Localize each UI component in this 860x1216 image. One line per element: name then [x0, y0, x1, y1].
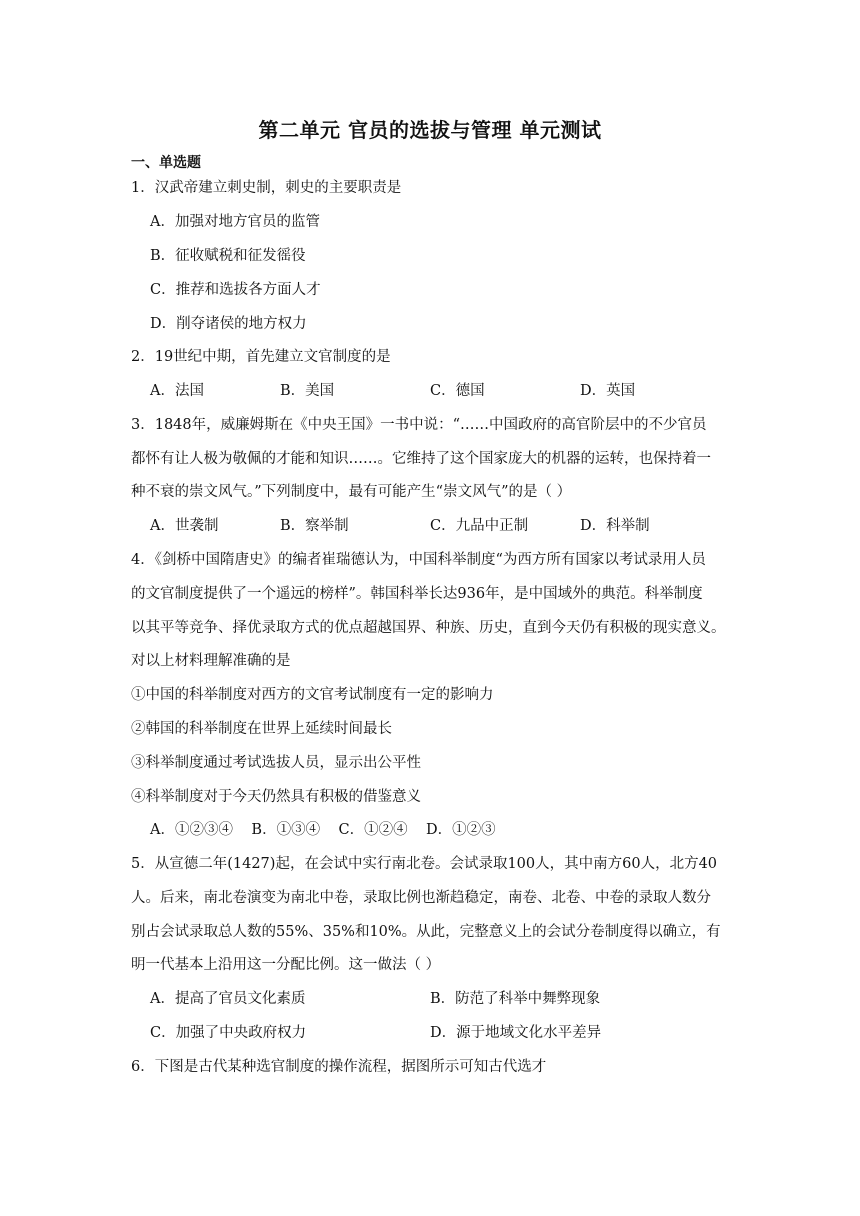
question-4-item-2: ②韩国的科举制度在世界上延续时间最长 [131, 721, 392, 737]
question-5-stem-line-1: 5．从宣德二年(1427)起，在会试中实行南北卷。会试录取100人，其中南方60人，北方40 [131, 856, 718, 872]
question-4-stem-line-2: 的文官制度提供了一个遥远的榜样”。韩国科举长达936年，是中国域外的典范。科举制度 [131, 586, 703, 602]
question-4-item-3: ③科举制度通过考试选拔人员，显示出公平性 [131, 755, 421, 771]
question-2-option-d: D．英国 [580, 383, 636, 399]
question-4-stem-line-3: 以其平等竞争、择优录取方式的优点超越国界、种族、历史，直到今天仍有积极的现实意义。 [131, 620, 726, 636]
page-title: 第二单元 官员的选拔与管理 单元测试 [258, 118, 602, 142]
question-4-stem-line-1: 4．《剑桥中国隋唐史》的编者崔瑞德认为，中国科举制度“为西方所有国家以考试录用人员 [131, 552, 706, 568]
question-5-option-c: C．加强了中央政府权力 [150, 1025, 307, 1041]
question-1-option-a: A．加强对地方官员的监管 [150, 214, 320, 230]
question-3-stem-line-3: 种不衰的崇文风气。”下列制度中，最有可能产生“崇文风气”的是（ ） [131, 484, 572, 500]
question-2-option-b: B．美国 [280, 383, 335, 399]
question-5-option-b: B．防范了科举中舞弊现象 [430, 991, 601, 1007]
question-3-option-a: A．世袭制 [150, 518, 219, 534]
question-3-option-d: D．科举制 [580, 518, 650, 534]
question-1-stem: 1．汉武帝建立刺史制，刺史的主要职责是 [131, 180, 402, 196]
question-4-stem-line-4: 对以上材料理解准确的是 [131, 653, 291, 669]
question-3-stem-line-2: 都怀有让人极为敬佩的才能和知识……。它维持了这个国家庞大的机器的运转，也保持着一 [131, 451, 711, 467]
question-5-stem-line-2: 人。后来，南北卷演变为南北中卷，录取比例也渐趋稳定，南卷、北卷、中卷的录取人数分 [131, 890, 711, 906]
question-3-option-c: C．九品中正制 [430, 518, 529, 534]
question-3-stem-line-1: 3．1848年，威廉姆斯在《中央王国》一书中说：“……中国政府的高官阶层中的不少官员 [131, 417, 707, 433]
question-4-item-4: ④科举制度对于今天仍然具有积极的借鉴意义 [131, 789, 421, 805]
question-5-option-d: D．源于地域文化水平差异 [430, 1025, 602, 1041]
question-3-option-b: B．察举制 [280, 518, 349, 534]
question-1-option-d: D．削夺诸侯的地方权力 [150, 316, 307, 332]
question-2-option-c: C．德国 [430, 383, 485, 399]
question-5-stem-line-4: 明一代基本上沿用这一分配比例。这一做法（ ） [131, 957, 441, 973]
question-2-stem: 2．19世纪中期，首先建立文官制度的是 [131, 349, 391, 365]
question-5-option-a: A．提高了官员文化素质 [150, 991, 306, 1007]
question-1-option-b: B．征收赋税和征发徭役 [150, 248, 306, 264]
question-2-option-a: A．法国 [150, 383, 204, 399]
question-1-option-c: C．推荐和选拔各方面人才 [150, 282, 321, 298]
section-heading: 一、单选题 [131, 155, 201, 171]
question-4-options: A．①②③④ B．①③④ C．①②④ D．①②③ [150, 822, 496, 838]
question-4-item-1: ①中国的科举制度对西方的文官考试制度有一定的影响力 [131, 687, 494, 703]
question-6-stem: 6．下图是古代某种选官制度的操作流程，据图所示可知古代选才 [131, 1059, 547, 1075]
question-5-stem-line-3: 别占会试录取总人数的55%、35%和10%。从此，完整意义上的会试分卷制度得以确立，有 [131, 924, 721, 940]
